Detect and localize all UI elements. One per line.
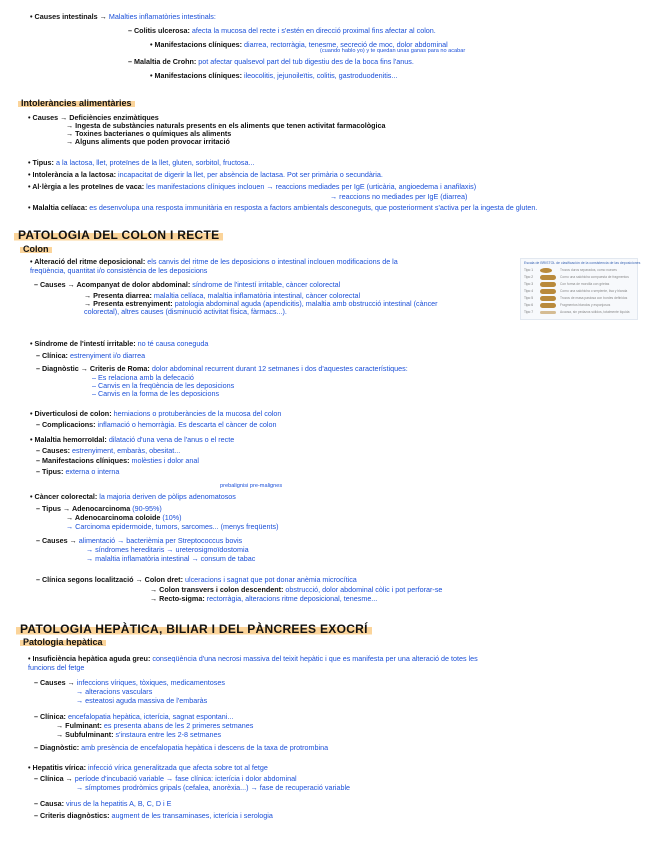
note-value-text: – Canvis en la forma de les deposicions bbox=[92, 389, 220, 398]
note-value-text: augment de les transaminases, icterícia i serologia bbox=[111, 811, 273, 820]
note-value-text: encefalopatia hepàtica, icterícia, sagnat espontani... bbox=[67, 712, 234, 721]
note-key-text: – Clínica segons localització → Colon dret: bbox=[36, 575, 183, 584]
note-value-text: colorectal), altres causes (disminució activitat física, fàrmacs...). bbox=[84, 307, 287, 316]
note-value-text: la majoria deriven de pòlips adenomatosos bbox=[99, 492, 236, 501]
note-line bbox=[34, 774, 297, 783]
note-key-text: – Colitis ulcerosa: bbox=[128, 26, 190, 35]
note-value-text: patologia abdominal aguda (apendicitis), malaltia amb obstrucció intestinal (càncer bbox=[174, 299, 438, 308]
heading-patologia-hepatica-biliar: PATOLOGIA HEPÀTICA, BILIAR I DEL PÀNCREES EXOCRÍ bbox=[16, 622, 372, 636]
note-line bbox=[30, 266, 207, 275]
note-line bbox=[150, 71, 397, 80]
note-value-text: dilatació d'una vena de l'anus o el recte bbox=[108, 435, 235, 444]
bristol-description: Como una salchicha compuesta de fragmentos bbox=[560, 275, 629, 279]
stool-shape-icon bbox=[540, 303, 556, 308]
note-value-text: incapacitat de digerir la llet, per absència de lactasa. Pot ser primària o secundària. bbox=[118, 170, 383, 179]
bristol-row bbox=[524, 289, 634, 295]
heading-colon: Colon bbox=[20, 244, 52, 254]
note-value-text: diarrea, rectorràgia, tenesme, secreció de moc, dolor abdominal bbox=[243, 40, 448, 49]
note-line bbox=[86, 545, 249, 554]
stool-shape-icon bbox=[540, 282, 556, 287]
note-key-text: • Càncer colorectal: bbox=[30, 492, 98, 501]
note-key-text: → Presenta estrenyiment: bbox=[84, 299, 173, 308]
note-value-text: freqüència, quantitat i/o consistència de les deposicions bbox=[30, 266, 208, 275]
bristol-description: Acuosa, sin pedazos sólidos, totalmente líquida bbox=[560, 310, 630, 314]
note-value-text: → malaltia inflamatòria intestinal → consum de tabac bbox=[86, 554, 256, 563]
note-value-text: a la lactosa, llet, proteïnes de la llet, gluten, sorbitol, fructosa... bbox=[55, 158, 255, 167]
note-line bbox=[86, 554, 255, 563]
note-line bbox=[30, 435, 234, 444]
note-value-text: ileocolitis, jejunoileïtis, colitis, gastroduodenitis... bbox=[243, 71, 398, 80]
note-key-text: • Tipus: bbox=[28, 158, 54, 167]
note-line bbox=[30, 257, 398, 266]
note-key-text: • Causes intestinals → bbox=[30, 12, 107, 21]
heading-patologia-colon-recte: PATOLOGIA DEL COLON I RECTE bbox=[14, 228, 223, 242]
note-line bbox=[76, 687, 152, 696]
note-line bbox=[34, 743, 328, 752]
bristol-scale-figure bbox=[520, 258, 641, 320]
note-key-text: • Síndrome de l'intestí irritable: bbox=[30, 339, 136, 348]
bristol-type-label: Tipo 1 bbox=[524, 268, 534, 272]
note-key-text: – Malaltia de Crohn: bbox=[128, 57, 197, 66]
note-key-text: – Criteris diagnòstics: bbox=[34, 811, 110, 820]
note-line bbox=[56, 730, 221, 739]
note-key-text: • Insuficiència hepàtica aguda greu: bbox=[28, 654, 151, 663]
note-line bbox=[66, 513, 182, 522]
note-value-text: infecció vírica generalitzada que afecta sobre tot al fetge bbox=[88, 763, 268, 772]
note-key-text: • Manifestacions clíniques: bbox=[150, 71, 242, 80]
note-value-text: s'instaura entre les 2-8 setmanes bbox=[115, 730, 222, 739]
note-value-text: rectorràgia, alteracions ritme deposicional, tenesme... bbox=[206, 594, 378, 603]
note-value-text: inflamació o hemorràgia. Es descarta el càncer de colon bbox=[97, 420, 277, 429]
note-key-text: → Ingesta de substàncies naturals presents en els aliments que tenen activitat farmacològica bbox=[66, 121, 386, 130]
note-value-text: – Es relaciona amb la defecació bbox=[92, 373, 194, 382]
note-key-text: • Al·lèrgia a les proteïnes de vaca: bbox=[28, 182, 145, 191]
stool-shape-icon bbox=[540, 275, 556, 280]
note-key-text: • Diverticulosi de colon: bbox=[30, 409, 112, 418]
note-value-text: període d'incubació variable → fase clínica: icterícia i dolor abdominal bbox=[74, 774, 297, 783]
note-value-text: pot afectar qualsevol part del tub digestiu des de la boca fins l'anus. bbox=[198, 57, 414, 66]
note-value-text: (90-95%) bbox=[132, 504, 162, 513]
note-key-text: → Toxines bacterianes o químiques als aliments bbox=[66, 129, 232, 138]
note-line bbox=[34, 712, 233, 721]
note-line bbox=[92, 389, 219, 398]
note-line bbox=[28, 170, 383, 179]
note-line bbox=[36, 504, 162, 513]
note-key-text: • Hepatitis vírica: bbox=[28, 763, 87, 772]
note-line bbox=[28, 182, 476, 191]
note-value-text: conseqüència d'una necrosi massiva del teixit hepàtic i que es manifesta per una alteració de totes les bbox=[152, 654, 478, 663]
note-key-text: – Causes → bbox=[34, 678, 75, 687]
bristol-type-label: Tipo 5 bbox=[524, 296, 534, 300]
note-line bbox=[28, 763, 268, 772]
note-value-text: dolor abdominal recurrent durant 12 setmanes i dos d'aquestes característiques: bbox=[151, 364, 408, 373]
note-value-text: → Carcinoma epidermoide, tumors, sarcomes... (menys freqüents) bbox=[66, 522, 279, 531]
note-value-text: → síndromes hereditaris → ureterosigmoïdostomia bbox=[86, 545, 249, 554]
bristol-description: Como una salchicha o serpiente, lisa y blanda bbox=[560, 289, 628, 293]
note-value-text: obstrucció, dolor abdominal còlic i pot perforar-se bbox=[285, 585, 443, 594]
note-key-text: – Clínica → bbox=[34, 774, 73, 783]
note-line bbox=[36, 420, 277, 429]
note-line bbox=[66, 522, 279, 531]
note-key-text: – Causes → bbox=[36, 536, 77, 545]
heading-patologia-hepatica: Patologia hepàtica bbox=[20, 637, 106, 647]
note-value-text: (cuando hablo yo) y te quedan unas ganas para no acabar bbox=[320, 48, 466, 54]
note-key-text: → Fulminant: bbox=[56, 721, 102, 730]
note-line bbox=[76, 783, 350, 792]
note-line bbox=[128, 57, 414, 66]
bristol-type-label: Tipo 4 bbox=[524, 289, 534, 293]
note-value-text: infeccions víriques, tòxiques, medicamentoses bbox=[76, 678, 225, 687]
note-value-text: malaltia celíaca, malaltia inflamatòria intestinal, càncer colorectal bbox=[153, 291, 361, 300]
note-line bbox=[28, 663, 84, 672]
note-key-text: – Tipus → Adenocarcinoma bbox=[36, 504, 131, 513]
note-key-text: – Manifestacions clíniques: bbox=[36, 456, 130, 465]
bristol-title: Escala de BRISTOL de clasificación de la consistencia de las deposiciones bbox=[524, 261, 641, 265]
note-line bbox=[30, 492, 236, 501]
stool-shape-icon bbox=[540, 296, 556, 301]
note-value-text: les manifestacions clíniques inclouen → reaccions mediades per IgE (urticària, angioedema i anafilaxis) bbox=[146, 182, 477, 191]
note-value-text: afecta la mucosa del recte i s'estén en direcció proximal fins afectar al colon. bbox=[191, 26, 436, 35]
note-key-text: • Alteració del ritme deposicional: bbox=[30, 257, 146, 266]
bristol-description: Trozos duros separados, como nueces bbox=[560, 268, 617, 272]
note-value-text: – Canvis en la freqüència de les deposicions bbox=[92, 381, 235, 390]
note-key-text: → Recto-sigma: bbox=[150, 594, 205, 603]
note-key-text: → Alguns aliments que poden provocar irritació bbox=[66, 137, 230, 146]
note-key-text: – Complicacions: bbox=[36, 420, 96, 429]
note-key-text: → Colon transvers i colon descendent: bbox=[150, 585, 284, 594]
note-line bbox=[34, 811, 273, 820]
note-value-text: es desenvolupa una resposta immunitària en resposta a factors ambientals desconeguts, que posteriorment s'activa per la ingesta de gluten. bbox=[89, 203, 538, 212]
note-value-text: amb presència de encefalopatia hepàtica i descens de la taxa de protrombina bbox=[81, 743, 329, 752]
note-line bbox=[66, 137, 230, 146]
note-key-text: – Tipus: bbox=[36, 467, 64, 476]
note-line bbox=[30, 12, 216, 21]
note-value-text: Malalties inflamatòries intestinals: bbox=[108, 12, 216, 21]
note-value-text: funcions del fetge bbox=[28, 663, 85, 672]
note-line bbox=[36, 575, 357, 584]
note-value-text: ulceracions i sagnat que pot donar anèmia microcítica bbox=[184, 575, 357, 584]
note-value-text: externa o interna bbox=[65, 467, 120, 476]
note-line bbox=[30, 409, 281, 418]
note-value-text: → símptomes prodròmics gripals (cefalea, anorèxia...) → fase de recuperació variable bbox=[76, 783, 351, 792]
bristol-type-label: Tipo 6 bbox=[524, 303, 534, 307]
note-line bbox=[36, 467, 119, 476]
note-line bbox=[320, 48, 465, 55]
note-key-text: → Subfulminant: bbox=[56, 730, 114, 739]
note-value-text: herniacions o protuberàncies de la mucosa del colon bbox=[113, 409, 282, 418]
bristol-row bbox=[524, 268, 634, 274]
note-line bbox=[220, 483, 282, 490]
heading-intolerancies: Intoleràncies alimentàries bbox=[18, 98, 135, 108]
note-key-text: – Causes: bbox=[36, 446, 70, 455]
note-key-text: – Diagnòstic: bbox=[34, 743, 80, 752]
note-value-text: alimentació → bacterièmia per Streptococcus bovis bbox=[78, 536, 243, 545]
note-key-text: → Adenocarcinoma coloide bbox=[66, 513, 161, 522]
bristol-type-label: Tipo 3 bbox=[524, 282, 534, 286]
bristol-row bbox=[524, 282, 634, 288]
stool-shape-icon bbox=[540, 289, 556, 294]
note-line bbox=[28, 654, 478, 663]
stool-shape-icon bbox=[540, 268, 552, 273]
note-value-text: (10%) bbox=[162, 513, 182, 522]
note-key-text: • Causes → Deficiències enzimàtiques bbox=[28, 113, 159, 122]
note-line bbox=[34, 678, 225, 687]
note-key-text: • Manifestacions clíniques: bbox=[150, 40, 242, 49]
stool-shape-icon bbox=[540, 311, 556, 314]
note-key-text: – Diagnòstic → Criteris de Roma: bbox=[36, 364, 150, 373]
note-line bbox=[36, 351, 145, 360]
bristol-description: Con forma de morcilla con grietas bbox=[560, 282, 610, 286]
note-line bbox=[330, 192, 467, 201]
note-value-text: els canvis del ritme de les deposicions o intestinal inclouen modificacions de la bbox=[147, 257, 398, 266]
note-value-text: síndrome de l'intestí irritable, càncer colorectal bbox=[192, 280, 341, 289]
note-line bbox=[56, 721, 253, 730]
note-key-text: – Causa: bbox=[34, 799, 64, 808]
note-line bbox=[36, 364, 408, 373]
note-value-text: no té causa coneguda bbox=[137, 339, 209, 348]
bristol-description: Trozos de masa pastosa con bordes definidos bbox=[560, 296, 628, 300]
note-key-text: – Causes → Acompanyat de dolor abdominal: bbox=[34, 280, 191, 289]
note-line bbox=[34, 280, 340, 289]
note-line bbox=[76, 696, 207, 705]
note-line bbox=[30, 339, 208, 348]
note-value-text: molèsties i dolor anal bbox=[131, 456, 199, 465]
note-key-text: • Malaltia hemorroïdal: bbox=[30, 435, 107, 444]
note-value-text: estrenyiment, embaràs, obesitat... bbox=[71, 446, 181, 455]
note-key-text: • Intolerància a la lactosa: bbox=[28, 170, 117, 179]
note-value-text: → reaccions no mediades per IgE (diarrea) bbox=[330, 192, 468, 201]
bristol-row bbox=[524, 303, 634, 309]
bristol-type-label: Tipo 7 bbox=[524, 310, 534, 314]
note-line bbox=[36, 536, 242, 545]
note-line bbox=[34, 799, 171, 808]
bristol-type-label: Tipo 2 bbox=[524, 275, 534, 279]
note-line bbox=[28, 158, 255, 167]
note-line bbox=[36, 446, 180, 455]
note-line bbox=[150, 594, 377, 603]
note-value-text: virus de la hepatitis A, B, C, D i E bbox=[65, 799, 172, 808]
note-key-text: → Presenta diarrea: bbox=[84, 291, 152, 300]
note-line bbox=[84, 307, 287, 316]
note-key-text: • Malaltia celíaca: bbox=[28, 203, 88, 212]
note-key-text: – Clínica: bbox=[36, 351, 68, 360]
note-line bbox=[36, 456, 199, 465]
note-key-text: – Clínica: bbox=[34, 712, 66, 721]
bristol-row bbox=[524, 310, 634, 316]
note-value-text: → alteracions vasculars bbox=[76, 687, 153, 696]
note-value-text: es presenta abans de les 2 primeres setmanes bbox=[103, 721, 254, 730]
note-value-text: estrenyiment i/o diarrea bbox=[69, 351, 146, 360]
bristol-row bbox=[524, 296, 634, 302]
note-line bbox=[128, 26, 436, 35]
bristol-row bbox=[524, 275, 634, 281]
note-line bbox=[28, 203, 537, 212]
bristol-description: Fragmentos blandos y esponjosos bbox=[560, 303, 611, 307]
note-line bbox=[150, 585, 442, 594]
note-value-text: prebalignisi pre-malignes bbox=[220, 483, 283, 489]
note-value-text: → esteatosi aguda massiva de l'embaràs bbox=[76, 696, 208, 705]
